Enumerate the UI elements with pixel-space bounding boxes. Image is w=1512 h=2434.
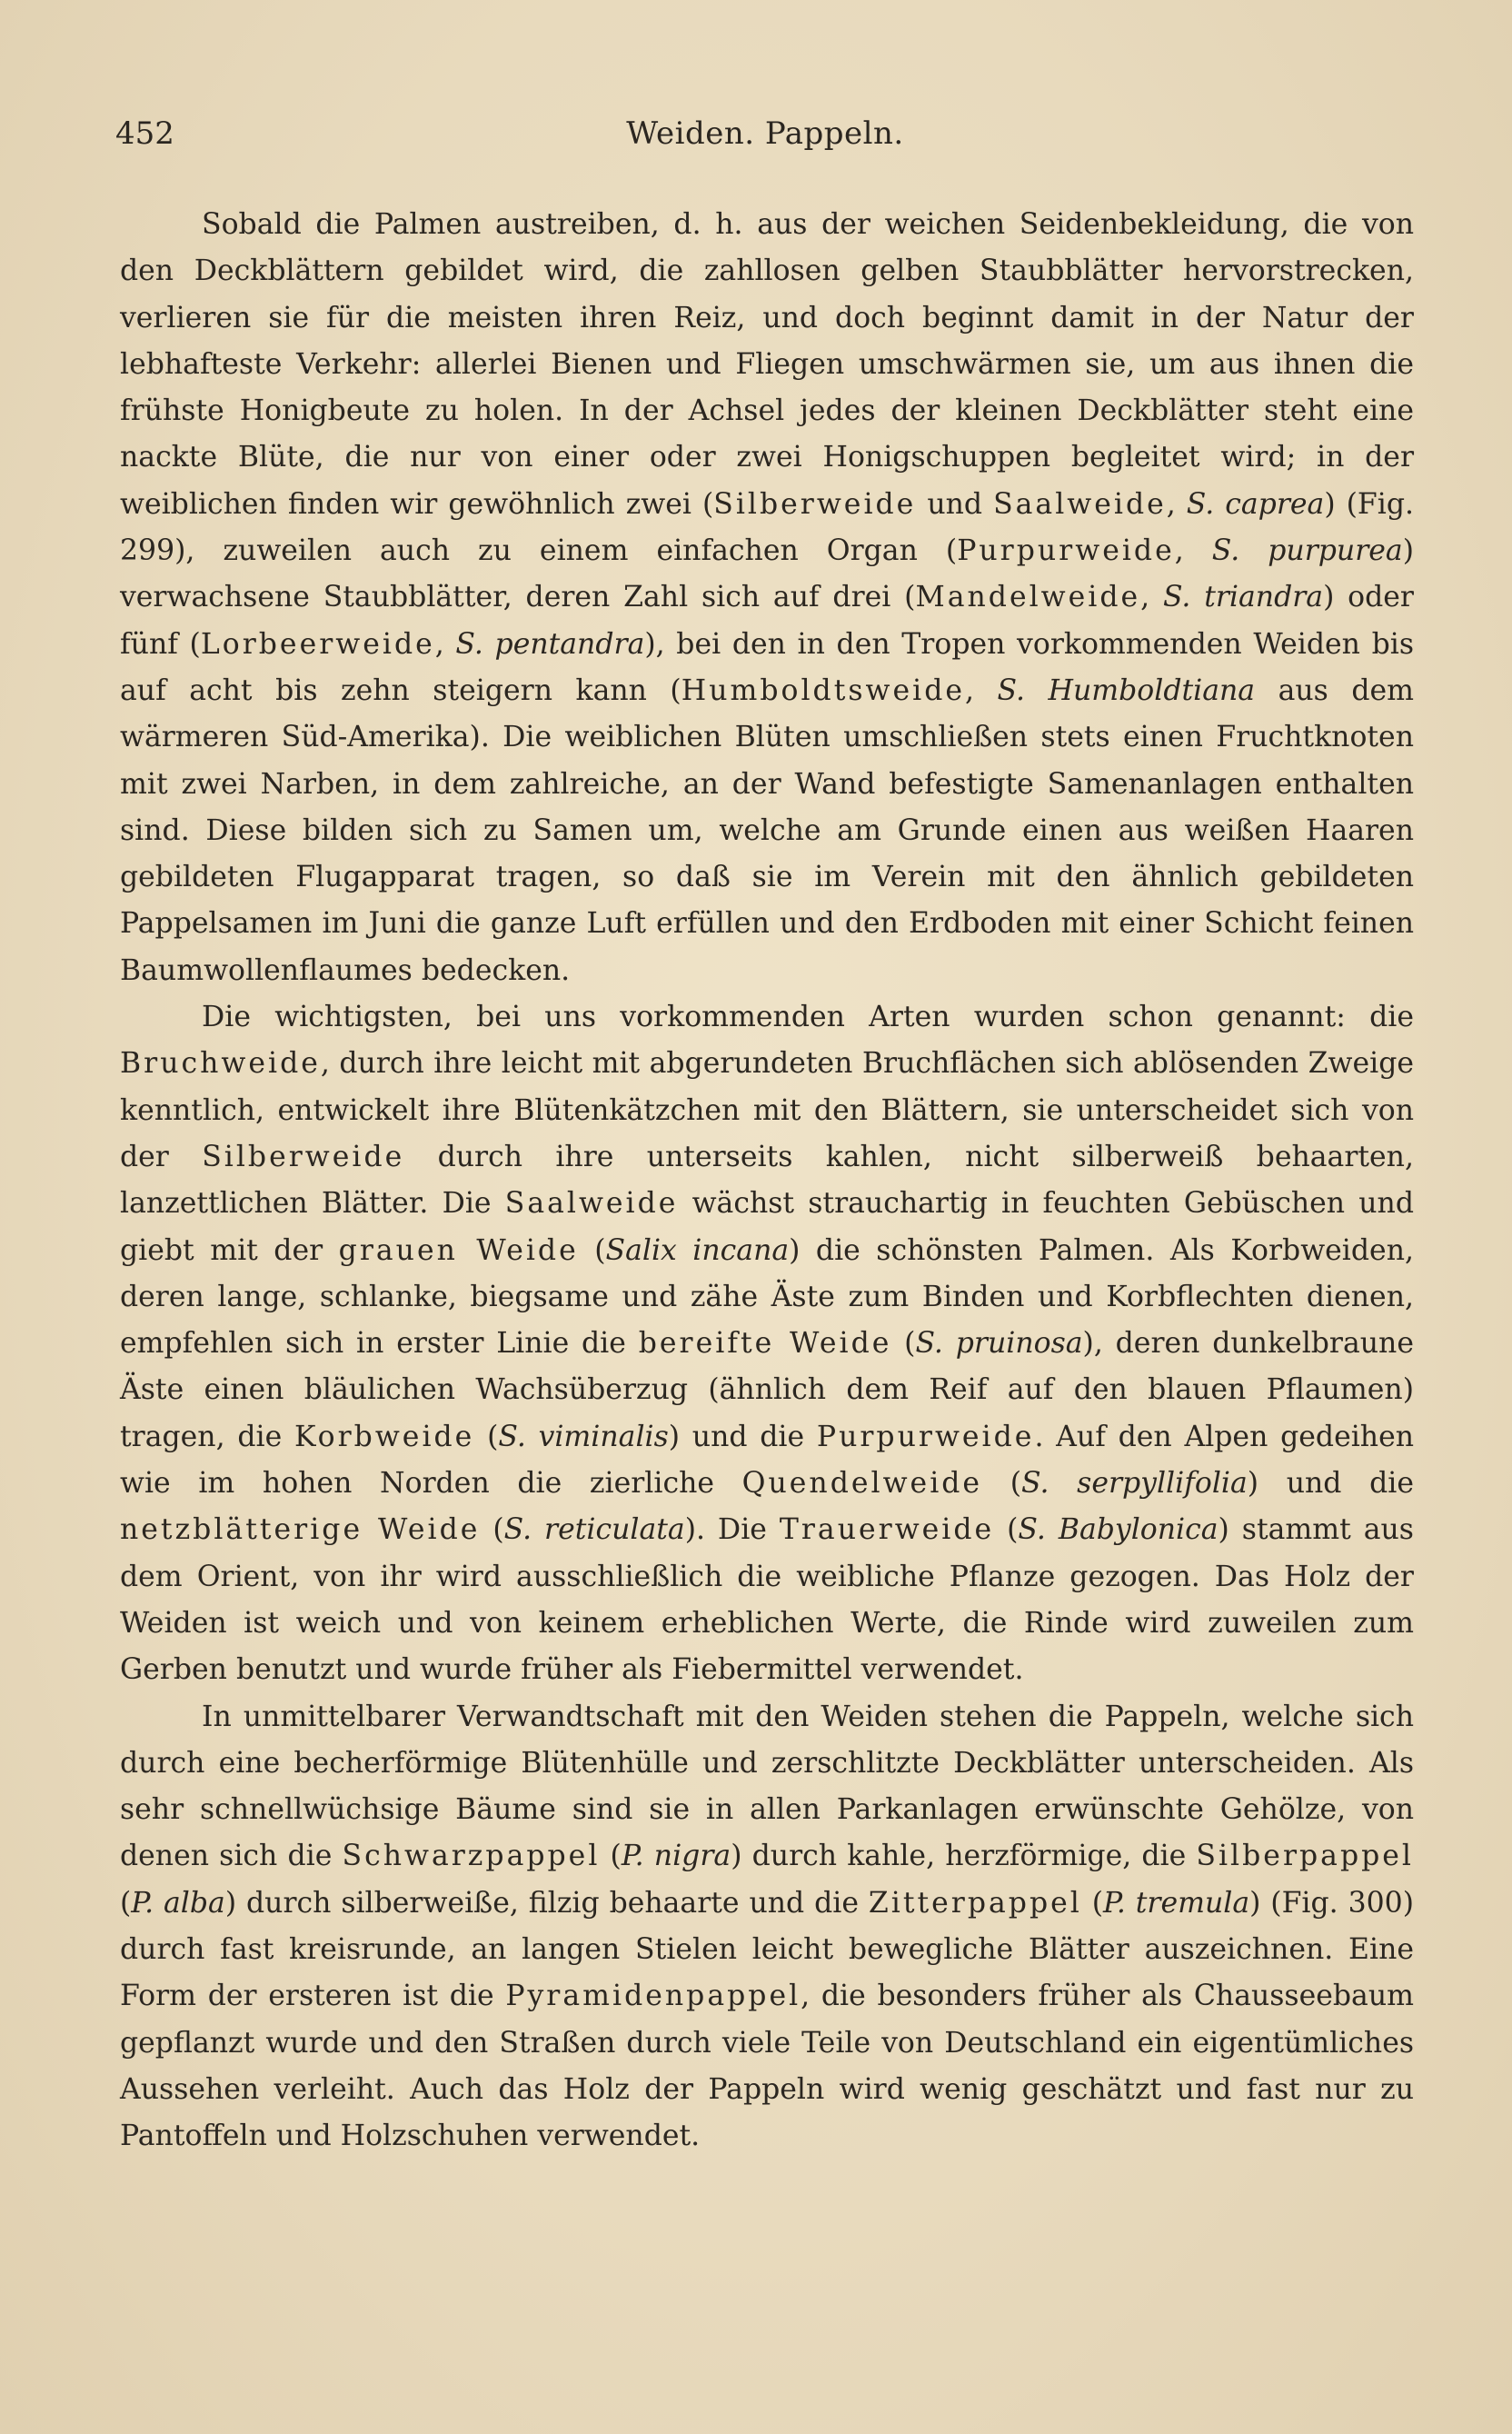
species-common-name: Mandelweide	[915, 581, 1141, 614]
species-latin-name: S. serpyllifolia	[1021, 1467, 1248, 1501]
species-common-name: Saalweide	[993, 487, 1167, 521]
text-run: ,	[1166, 487, 1187, 521]
species-latin-name: Salix incana	[605, 1233, 790, 1267]
text-run: (	[578, 1233, 606, 1267]
text-run: wächst strauchartig in feuchten Gebüschen und giebt mit der	[120, 1187, 1414, 1267]
text-run: ,	[965, 673, 998, 707]
species-latin-name: S. reticulata	[503, 1513, 685, 1547]
text-run: ) und die	[1247, 1467, 1414, 1501]
text-run: ) durch silberweiße, filzig behaarte und die	[224, 1886, 869, 1920]
species-latin-name: S. caprea	[1186, 487, 1325, 521]
species-latin-name: S. Babylonica	[1018, 1513, 1219, 1547]
species-common-name: Quendelweide	[741, 1467, 983, 1501]
text-run: (	[474, 1420, 499, 1453]
text-run: ), bei den in den Tropen vorkommenden Weiden bis auf acht bis zehn steigern kann (	[120, 627, 1414, 707]
species-common-name: Purpurweide	[816, 1420, 1035, 1453]
text-run: , durch ihre leicht mit abgerundeten Bruchflächen sich ablösenden Zweige kenntlich, entwickelt ihre Blütenkätzchen mit den Blättern, sie unterscheidet sich von der	[120, 1047, 1414, 1173]
text-run: ). Die	[684, 1513, 780, 1547]
text-run: (	[891, 1327, 916, 1361]
species-latin-name: P. alba	[131, 1886, 225, 1920]
species-common-name: Silberweide	[713, 487, 917, 521]
species-common-name: Schwarzpappel	[342, 1840, 601, 1873]
species-latin-name: S. pruinosa	[915, 1327, 1083, 1361]
text-run: ), deren dunkelbraune Äste einen bläulichen Wachsüberzug (ähnlich dem Reif auf den blauen Pflaumen) tragen, die	[120, 1327, 1414, 1453]
text-run: ) und die	[668, 1420, 817, 1453]
text-run: ,	[1140, 581, 1163, 614]
species-common-name: Pyramidenpappel	[505, 1980, 801, 2013]
text-run: (	[1081, 1886, 1104, 1920]
text-run: ,	[1174, 534, 1212, 568]
text-run: (	[120, 1886, 132, 1920]
text-run: ,	[434, 627, 456, 661]
text-run: Die wichtigsten, bei uns vorkommenden Arten wurden schon genannt: die	[202, 1001, 1414, 1034]
paragraph	[120, 1694, 1414, 2160]
species-common-name: Bruchweide	[120, 1047, 321, 1081]
text-run: ) die schönsten Palmen. Als Korbweiden, deren lange, schlanke, biegsame und zähe Äste zum Binden und Korbflechten dienen, empfehlen sich in erster Linie die	[120, 1233, 1414, 1361]
paragraph	[120, 994, 1414, 1693]
text-run: (	[994, 1513, 1019, 1547]
species-common-name: Humboldtsweide	[681, 673, 966, 707]
text-run: (	[982, 1467, 1022, 1501]
body-text	[120, 202, 1414, 2160]
text-run: durch ihre unterseits kahlen, nicht silberweiß behaarten, lanzettlichen Blätter. Die	[120, 1140, 1414, 1221]
species-common-name: netzblätterige Weide	[120, 1513, 481, 1547]
text-run: (	[600, 1840, 622, 1873]
species-latin-name: P. tremula	[1103, 1886, 1250, 1920]
text-run: ) (Fig. 299), zuweilen auch zu einem einfachen Organ (	[120, 487, 1414, 568]
species-latin-name: S. triandra	[1162, 581, 1324, 614]
species-common-name: Trauerweide	[779, 1513, 995, 1547]
text-run: (	[480, 1513, 504, 1547]
text-run: ) durch kahle, herzförmige, die	[731, 1840, 1197, 1873]
text-run: ) oder fünf (	[120, 581, 1414, 661]
species-latin-name: S. viminalis	[498, 1420, 669, 1453]
text-run: ) (Fig. 300) durch fast kreisrunde, an langen Stielen leicht bewegliche Blätter auszeichnen. Eine Form der ersteren ist die	[120, 1886, 1414, 2013]
text-run: aus dem wärmeren Süd-Amerika). Die weiblichen Blüten umschließen stets einen Fruchtknoten mit zwei Narben, in dem zahlreiche, an der Wand befestigte Samenanlagen enthalten sind. Diese bilden sich zu Samen um, welche am Grunde einen aus weißen Haaren gebildeten Flugapparat tragen, so daß sie im Verein mit den ähnlich gebildeten Pappelsamen im Juni die ganze Luft erfüllen und den Erdboden mit einer Schicht feinen Baumwollenflaumes bedecken.	[120, 673, 1414, 987]
text-run: In unmittelbarer Verwandtschaft mit den Weiden stehen die Pappeln, welche sich durch eine becherförmige Blütenhülle und zerschlitzte Deckblätter unterscheiden. Als sehr schnellwüchsige Bäume sind sie in allen Parkanlagen erwünschte Gehölze, von denen sich die	[120, 1700, 1414, 1873]
species-common-name: Lorbeerweide	[200, 627, 435, 661]
page-number: 452	[115, 115, 174, 152]
species-common-name: Silberweide	[202, 1140, 405, 1173]
running-head: Weiden. Pappeln.	[626, 115, 904, 152]
text-run: ) verwachsene Staubblätter, deren Zahl sich auf drei (	[120, 534, 1414, 614]
text-run: . Auf den Alpen gedeihen wie im hohen Norden die zierliche	[120, 1420, 1415, 1501]
text-run: Sobald die Palmen austreiben, d. h. aus der weichen Seidenbekleidung, die von den Deckblättern gebildet wird, die zahllosen gelben Staubblätter hervorstrecken, verlieren sie für die meisten ihren Reiz, und doch beginnt damit in der Natur der lebhafteste Verkehr: allerlei Bienen und Fliegen umschwärmen sie, um aus ihnen die frühste Honigbeute zu holen. In der Achsel jedes der kleinen Deckblätter steht eine nackte Blüte, die nur von einer oder zwei Honigschuppen begleitet wird; in der weiblichen finden wir gewöhnlich zwei (	[120, 208, 1414, 521]
species-latin-name: S. pentandra	[455, 627, 645, 661]
species-common-name: Korbweide	[293, 1420, 475, 1453]
species-common-name: Silberpappel	[1196, 1840, 1414, 1873]
species-common-name: grauen Weide	[338, 1233, 579, 1267]
species-latin-name: S. purpurea	[1211, 534, 1403, 568]
species-common-name: bereifte Weide	[638, 1327, 892, 1361]
text-run: , die besonders früher als Chausseebaum gepflanzt wurde und den Straßen durch viele Teile von Deutschland ein eigentümliches Aussehen verleiht. Auch das Holz der Pappeln wird wenig geschätzt und fast nur zu Pantoffeln und Holzschuhen verwendet.	[120, 1980, 1414, 2153]
text-run: ) stammt aus dem Orient, von ihr wird ausschließlich die weibliche Pflanze gezogen. Das Holz der Weiden ist weich und von keinem erheblichen Werte, die Rinde wird zuweilen zum Gerben benutzt und wurde früher als Fiebermittel verwendet.	[120, 1513, 1414, 1687]
species-common-name: Zitterpappel	[868, 1886, 1082, 1920]
text-run: und	[916, 487, 994, 521]
paragraph	[120, 202, 1414, 994]
species-latin-name: P. nigra	[621, 1840, 731, 1873]
page-header	[115, 111, 1415, 156]
species-latin-name: S. Humboldtiana	[997, 673, 1256, 707]
species-common-name: Saalweide	[504, 1187, 679, 1221]
species-common-name: Purpurweide	[957, 534, 1175, 568]
